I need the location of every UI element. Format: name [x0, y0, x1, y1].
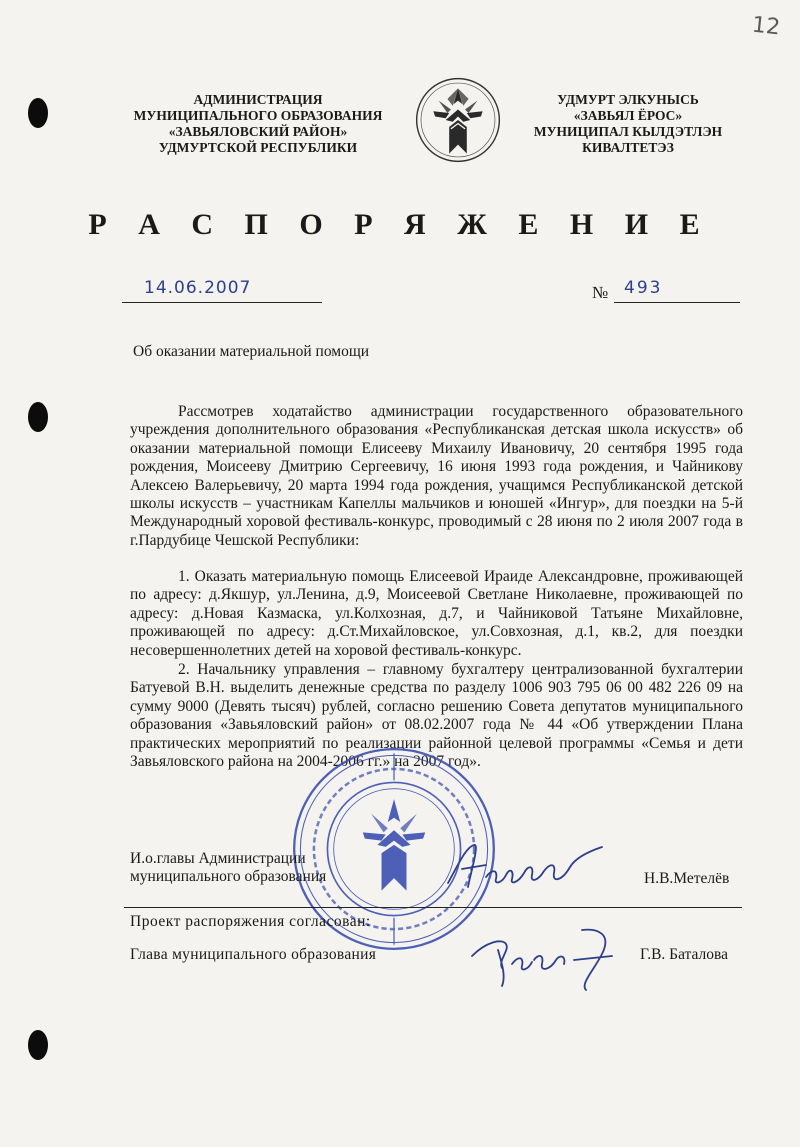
- divider-line: [124, 907, 742, 908]
- document-title: Р А С П О Р Я Ж Е Н И Е: [88, 208, 712, 241]
- handwritten-signature-icon: [440, 835, 610, 895]
- page-number: 12: [750, 12, 782, 41]
- document-subject: Об оказании материальной помощи: [133, 343, 370, 360]
- item-1-paragraph: 1. Оказать материальную помощь Елисеевой Ираиде Александровне, проживающей по адресу: д.Якшур, ул.Ленина, д.9, Моисеевой Светлане Николаевне, проживающей по адресу: д.Новая Казмаска, ул.Колхозная, д.7, и Чайниковой Татьяне Михайловне, проживающей по адресу: д.Ст.Михайловское, ул.Совхозная, д.1, кв.2, для поездки несовершеннолетних детей на хоровой фестиваль-конкурс.: [130, 568, 743, 659]
- header-left-line: УДМУРТСКОЙ РЕСПУБЛИКИ: [158, 140, 358, 155]
- handwritten-signature-icon: [462, 920, 642, 992]
- signatory-role-line: И.о.главы Администрации: [130, 850, 306, 867]
- approver-name: Г.В. Баталова: [640, 946, 729, 963]
- header-right-line: «ЗАВЬЯЛ ЁРОС»: [573, 108, 683, 123]
- intro-paragraph: Рассмотрев ходатайство администрации государственного образовательного учреждения дополнительного образования «Республиканская детская школа искусств» об оказании материальной помощи Елисееву Михаилу Ивановичу, 20 сентября 1995 года рождения, Моисееву Дмитрию Сергеевичу, 16 июня 1993 года рождения, и Чайникову Алексею Валерьевичу, 20 марта 1994 года рождения, учащимся Республиканской детской школы искусств – участникам Капеллы мальчиков и юношей «Ингур», для поездки на 5-й Международный хоровой фестиваль-конкурс, проводимый с 28 июня по 2 июля 2007 года в г.Пардубице Чешской Республики:: [130, 403, 743, 549]
- signatory-name: Н.В.Метелёв: [644, 870, 730, 887]
- region-emblem-icon: [414, 76, 502, 164]
- header-right-line: УДМУРТ ЭЛКУНЫСЬ: [557, 92, 699, 107]
- header-left-block: [108, 92, 408, 156]
- approver-role: Глава муниципального образования: [130, 946, 377, 963]
- handwritten-date: 14.06.2007: [144, 278, 252, 298]
- punch-hole: [28, 1030, 48, 1060]
- approval-title: Проект распоряжения согласован:: [130, 913, 371, 930]
- punch-hole: [28, 402, 48, 432]
- date-field: [122, 276, 322, 303]
- header-right-line: МУНИЦИПАЛ КЫЛДЭТЛЭН: [533, 124, 723, 139]
- item-2-paragraph: 2. Начальнику управления – главному бухгалтеру централизованной бухгалтерии Батуевой В.Н. выделить денежные средства по разделу 1006 903 795 06 00 482 226 09 на сумму 9000 (Девять тысяч) рублей, согласно решению Совета депутатов муниципального образования «Завьяловский район» от 08.02.2007 года № 44 «Об утверждении Плана практических мероприятий по реализации районной целевой программы «Семья и дети Завьяловского района на 2004-2006 гг.» на 2007 год».: [130, 661, 743, 771]
- signatory-role: [130, 850, 326, 887]
- signatory-role-line: муниципального образования: [130, 868, 327, 886]
- header-left-line: «ЗАВЬЯЛОВСКИЙ РАЙОН»: [168, 124, 348, 139]
- header-right-line: КИВАЛТЕТЭЗ: [582, 140, 674, 155]
- header-left-line: МУНИЦИПАЛЬНОГО ОБРАЗОВАНИЯ: [133, 108, 383, 123]
- header-left-line: АДМИНИСТРАЦИЯ: [193, 92, 323, 107]
- punch-hole: [28, 98, 48, 128]
- handwritten-number: 493: [624, 278, 663, 298]
- header-right-block: [518, 92, 738, 156]
- number-field: [614, 276, 740, 303]
- number-label: №: [592, 283, 609, 302]
